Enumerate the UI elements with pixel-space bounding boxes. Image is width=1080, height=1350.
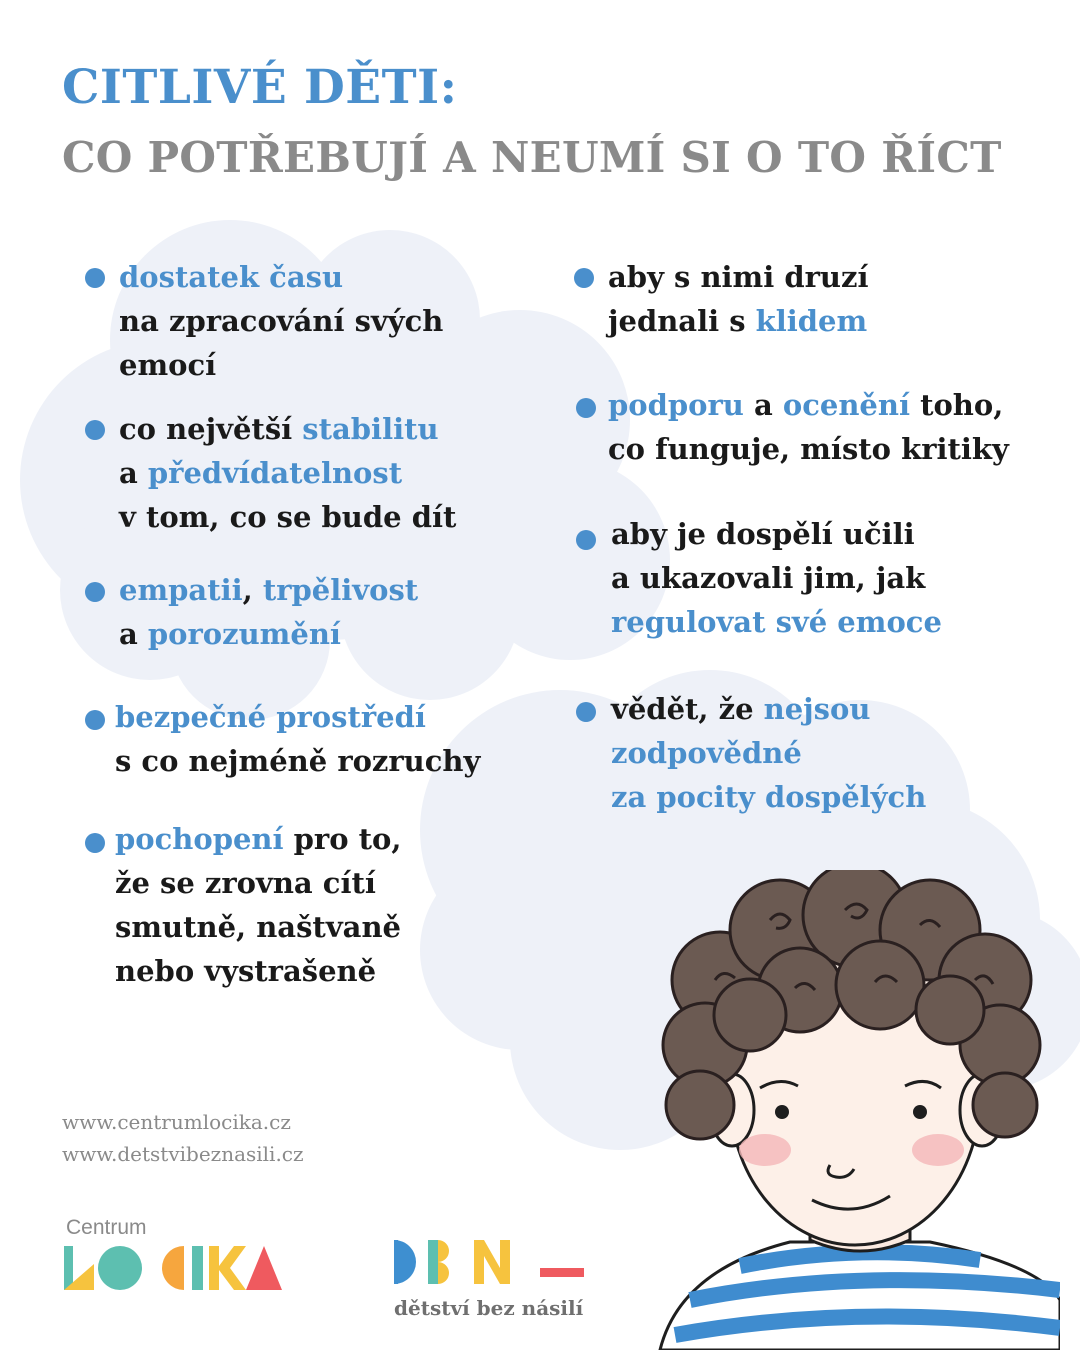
item-line: [115, 739, 480, 783]
item-line: [608, 383, 1003, 427]
item-line: [115, 695, 426, 739]
text: nebo vystrašeně: [115, 954, 377, 988]
highlight-text: ocenění: [782, 388, 910, 422]
text: jednali s: [608, 304, 756, 338]
item-line: [611, 775, 926, 819]
locika-logo-label: Centrum: [66, 1216, 147, 1239]
highlight-text: předvídatelnost: [147, 456, 403, 490]
highlight-text: porozumění: [147, 617, 341, 651]
text: s co nejméně rozruchy: [115, 744, 481, 778]
item-line: [115, 861, 376, 905]
bullet-dot-icon: [576, 398, 596, 418]
text: co funguje, místo kritiky: [608, 432, 1009, 466]
highlight-text: zodpovědné: [611, 736, 802, 770]
highlight-text: dostatek času: [119, 260, 344, 294]
item-line: [115, 817, 401, 861]
item-line: [119, 343, 216, 387]
text: v tom, co se bude dít: [119, 500, 457, 534]
bullet-dot-icon: [574, 268, 594, 288]
text: na zpracování svých: [119, 304, 444, 338]
website-url[interactable]: www.detstvibeznasili.cz: [62, 1142, 304, 1166]
item-line: [611, 512, 915, 556]
bullet-dot-icon: [576, 530, 596, 550]
bullet-dot-icon: [85, 582, 105, 602]
text: ,: [242, 573, 263, 607]
bullet-dot-icon: [576, 702, 596, 722]
dbn-caption: dětství bez násilí: [394, 1296, 584, 1320]
item-line: [119, 495, 456, 539]
website-url[interactable]: www.centrumlocika.cz: [62, 1110, 291, 1134]
text: a ukazovali jim, jak: [611, 561, 926, 595]
text: pro to,: [283, 822, 402, 856]
item-line: [608, 299, 867, 343]
highlight-text: regulovat své emoce: [611, 605, 942, 639]
item-line: [611, 731, 802, 775]
text: a: [119, 456, 148, 490]
highlight-text: za pocity dospělých: [611, 780, 927, 814]
item-line: [119, 407, 439, 451]
dbn-logo: [394, 1238, 594, 1286]
highlight-text: stabilitu: [302, 412, 439, 446]
item-line: [611, 687, 870, 731]
item-line: [119, 299, 443, 343]
text: že se zrovna cítí: [115, 866, 376, 900]
text: aby je dospělí učili: [611, 517, 915, 551]
item-line: [119, 612, 341, 656]
page-subtitle: CO POTŘEBUJÍ A NEUMÍ SI O TO ŘÍCT: [62, 133, 1002, 182]
item-line: [608, 255, 868, 299]
text: emocí: [119, 348, 217, 382]
item-line: [119, 568, 418, 612]
highlight-text: nejsou: [763, 692, 871, 726]
highlight-text: podporu: [608, 388, 744, 422]
item-line: [611, 556, 925, 600]
item-line: [608, 427, 1009, 471]
item-line: [115, 949, 376, 993]
locika-logo: [64, 1244, 284, 1292]
highlight-text: trpělivost: [262, 573, 419, 607]
text: co největší: [119, 412, 303, 446]
text: a: [119, 617, 148, 651]
highlight-text: pochopení: [115, 822, 284, 856]
item-line: [115, 905, 401, 949]
bullet-dot-icon: [85, 268, 105, 288]
highlight-text: empatii: [119, 573, 243, 607]
item-line: [611, 600, 942, 644]
text: toho,: [909, 388, 1004, 422]
bullet-dot-icon: [85, 833, 105, 853]
text: a: [743, 388, 783, 422]
bullet-dot-icon: [85, 710, 105, 730]
page-title: CITLIVÉ DĚTI:: [62, 60, 458, 115]
item-line: [119, 451, 402, 495]
text: smutně, naštvaně: [115, 910, 401, 944]
text: aby s nimi druzí: [608, 260, 869, 294]
highlight-text: klidem: [755, 304, 868, 338]
item-line: [119, 255, 343, 299]
text: vědět, že: [611, 692, 764, 726]
highlight-text: bezpečné prostředí: [115, 700, 426, 734]
bullet-dot-icon: [85, 420, 105, 440]
child-illustration: [620, 870, 1060, 1350]
